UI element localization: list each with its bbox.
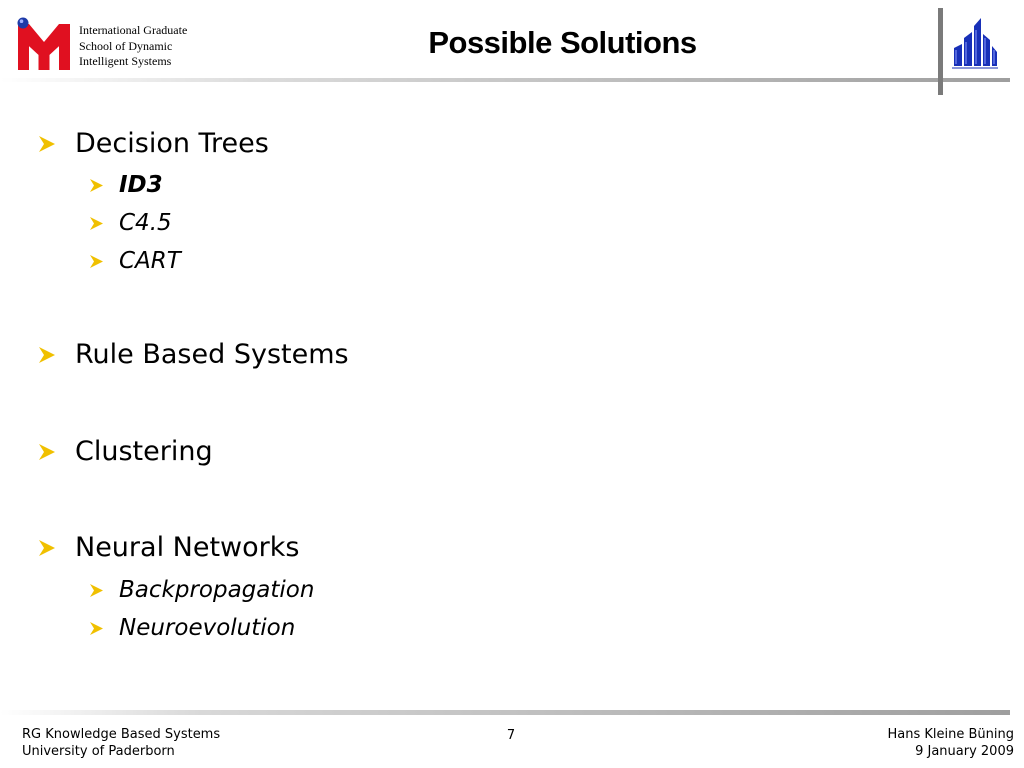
bullet-label: Decision Trees (75, 128, 269, 159)
school-name-line-3: Intelligent Systems (79, 54, 172, 68)
sub-bullet-item (89, 575, 314, 605)
bullet-item (38, 435, 213, 469)
bullet-label: Neural Networks (75, 532, 300, 563)
sub-bullet-label: Backpropagation (119, 577, 315, 603)
school-name-line-1: International Graduate (79, 23, 188, 37)
arrow-bullet-icon (89, 254, 104, 269)
bullet-item (38, 531, 299, 565)
sub-bullet-item (89, 208, 172, 238)
arrow-bullet-icon (38, 346, 56, 364)
page-number: 7 (506, 728, 516, 743)
school-name (79, 23, 187, 70)
school-name-line-2: School of Dynamic (79, 38, 173, 53)
footer-right (887, 726, 1014, 760)
header-divider (0, 78, 1010, 82)
bullet-item (38, 127, 269, 161)
slide-title: Possible Solutions (428, 25, 697, 60)
footer-divider (0, 710, 1010, 715)
university-logo (950, 14, 1000, 70)
graduate-school-logo (16, 16, 72, 72)
slide-header (0, 0, 1024, 100)
arrow-bullet-icon (89, 178, 104, 193)
footer-left (22, 726, 220, 760)
footer-university: University of Paderborn (22, 744, 175, 759)
arrow-bullet-icon (89, 583, 104, 598)
sub-bullet-item (89, 170, 163, 200)
bullet-label: Rule Based Systems (75, 339, 349, 370)
arrow-bullet-icon (38, 539, 56, 557)
sub-bullet-item (89, 246, 181, 276)
sub-bullet-label: C4.5 (119, 210, 172, 236)
arrow-bullet-icon (38, 135, 56, 153)
sub-bullet-label: CART (119, 248, 181, 274)
bullet-label: Clustering (75, 436, 213, 467)
arrow-bullet-icon (89, 621, 104, 636)
sub-bullet-label: ID3 (119, 172, 163, 198)
footer-group-name: RG Knowledge Based Systems (22, 727, 221, 742)
header-vertical-divider (938, 8, 943, 95)
bullet-item (38, 338, 349, 372)
footer-date: 9 January 2009 (915, 744, 1014, 759)
sub-bullet-item (89, 613, 295, 643)
arrow-bullet-icon (89, 216, 104, 231)
sub-bullet-label: Neuroevolution (119, 615, 296, 641)
arrow-bullet-icon (38, 443, 56, 461)
footer-author: Hans Kleine Büning (887, 727, 1014, 742)
